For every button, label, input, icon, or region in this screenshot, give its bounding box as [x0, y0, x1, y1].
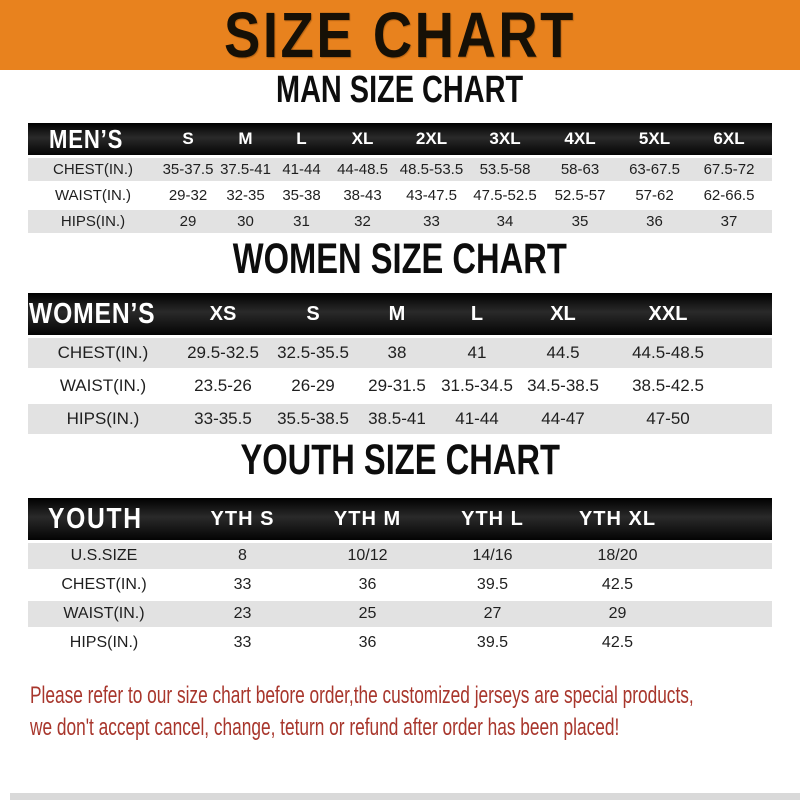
- spacer-cell: [767, 123, 772, 155]
- size-cell: 18/20: [597, 547, 638, 564]
- banner: [0, 0, 800, 70]
- size-cell: 35.5-38.5: [277, 409, 349, 428]
- size-cell: 37: [720, 213, 738, 230]
- size-cell: 62-66.5: [703, 187, 755, 204]
- size-cell: 44-48.5: [337, 161, 388, 178]
- women-header-row: [28, 293, 772, 335]
- size-cell: 26-29: [291, 376, 335, 395]
- youth-corner-cell: [28, 498, 180, 540]
- women-size-table: [28, 290, 772, 437]
- size-cell: 29: [608, 605, 627, 622]
- size-cell: 32.5-35.5: [277, 343, 349, 362]
- column-header: XL: [330, 123, 395, 155]
- size-cell: 27: [483, 605, 502, 622]
- women-section: [0, 236, 800, 437]
- note-line-1: [30, 681, 800, 710]
- size-cell: 38-43: [343, 187, 382, 204]
- men-size-table: [28, 120, 772, 236]
- size-cell: 38.5-42.5: [632, 376, 704, 395]
- bottom-strip: [10, 793, 800, 800]
- size-cell: 41-44: [282, 161, 321, 178]
- size-cell: 14/16: [472, 547, 513, 564]
- table-row: [28, 338, 772, 368]
- size-cell: 63-67.5: [629, 161, 680, 178]
- column-header: YTH M: [305, 498, 430, 540]
- column-header: L: [436, 293, 518, 335]
- size-cell: 29-31.5: [368, 376, 426, 395]
- women-corner-cell: [28, 293, 178, 335]
- size-cell: 39.5: [476, 634, 509, 651]
- row-label: CHEST(IN.): [61, 576, 147, 593]
- size-cell: 57-62: [635, 187, 674, 204]
- size-cell: 23.5-26: [194, 376, 252, 395]
- size-cell: 33: [233, 576, 252, 593]
- size-cell: 41-44: [455, 409, 499, 428]
- size-cell: 41: [467, 343, 487, 362]
- table-row: [28, 371, 772, 401]
- note-line-2-text: we don't accept cancel, change, teturn or refund after order has been placed!: [30, 714, 620, 741]
- column-header: 6XL: [691, 123, 767, 155]
- women-section-heading: [0, 236, 800, 282]
- size-cell: 42.5: [601, 576, 634, 593]
- size-cell: 30: [237, 213, 254, 230]
- table-row: [28, 404, 772, 434]
- size-cell: 35-38: [282, 187, 321, 204]
- size-cell: 8: [238, 547, 247, 564]
- size-cell: 36: [358, 634, 377, 651]
- youth-header-row: [28, 498, 772, 540]
- column-header: 4XL: [542, 123, 618, 155]
- spacer-cell: [767, 184, 772, 207]
- spacer-cell: [680, 601, 772, 627]
- size-cell: 39.5: [476, 576, 509, 593]
- size-cell: 31: [293, 213, 310, 230]
- row-label: WAIST(IN.): [59, 376, 147, 395]
- size-cell: 48.5-53.5: [399, 161, 464, 178]
- men-section-heading: [0, 70, 800, 110]
- column-header: XS: [178, 293, 268, 335]
- size-cell: 32-35: [226, 187, 265, 204]
- youth-section-heading: [0, 437, 800, 483]
- size-cell: 25: [358, 605, 377, 622]
- row-label: HIPS(IN.): [69, 634, 139, 651]
- column-header: 3XL: [468, 123, 542, 155]
- column-header: S: [268, 293, 358, 335]
- table-row: [28, 630, 772, 656]
- row-label: WAIST(IN.): [54, 187, 132, 204]
- men-header-row: [28, 123, 772, 155]
- size-cell: 44.5: [546, 343, 580, 362]
- size-cell: 23: [233, 605, 252, 622]
- column-header: YTH XL: [555, 498, 680, 540]
- table-row: [28, 184, 772, 207]
- order-note: [30, 681, 800, 742]
- size-cell: 33-35.5: [194, 409, 252, 428]
- column-header: S: [158, 123, 218, 155]
- size-cell: 38: [387, 343, 407, 362]
- size-cell: 35: [571, 213, 589, 230]
- spacer-cell: [767, 210, 772, 233]
- youth-corner-label: YOUTH: [48, 502, 144, 535]
- size-cell: 44-47: [541, 409, 585, 428]
- size-cell: 29.5-32.5: [187, 343, 259, 362]
- size-cell: 31.5-34.5: [441, 376, 513, 395]
- row-label: HIPS(IN.): [66, 409, 140, 428]
- column-header: M: [218, 123, 273, 155]
- women-corner-label: WOMEN’S: [28, 297, 156, 330]
- note-line-1-text: Please refer to our size chart before order,the customized jerseys are special products,: [30, 682, 694, 709]
- men-section: [0, 70, 800, 236]
- size-cell: 43-47.5: [406, 187, 457, 204]
- size-cell: 38.5-41: [368, 409, 426, 428]
- size-cell: 34.5-38.5: [527, 376, 599, 395]
- column-header: XXL: [608, 293, 728, 335]
- women-heading-text: WOMEN SIZE CHART: [232, 235, 568, 283]
- spacer-cell: [767, 158, 772, 181]
- row-label: HIPS(IN.): [60, 213, 126, 230]
- spacer-cell: [680, 572, 772, 598]
- column-header: YTH S: [180, 498, 305, 540]
- note-line-2: [30, 713, 800, 742]
- size-cell: 10/12: [347, 547, 388, 564]
- table-row: [28, 601, 772, 627]
- column-header: 2XL: [395, 123, 468, 155]
- size-cell: 36: [358, 576, 377, 593]
- size-cell: 29: [179, 213, 197, 230]
- youth-size-table: [28, 495, 772, 659]
- youth-section: [0, 437, 800, 659]
- column-header: L: [273, 123, 330, 155]
- column-header: M: [358, 293, 436, 335]
- size-cell: 29-32: [168, 187, 208, 204]
- size-cell: 67.5-72: [703, 161, 755, 178]
- spacer-cell: [728, 338, 772, 368]
- size-cell: 52.5-57: [554, 187, 606, 204]
- size-cell: 47.5-52.5: [473, 187, 537, 204]
- youth-heading-text: YOUTH SIZE CHART: [240, 436, 560, 484]
- size-cell: 36: [646, 213, 663, 230]
- size-cell: 37.5-41: [220, 161, 271, 178]
- row-label: CHEST(IN.): [57, 343, 149, 362]
- size-cell: 47-50: [646, 409, 690, 428]
- spacer-cell: [680, 630, 772, 656]
- column-header: YTH L: [430, 498, 555, 540]
- spacer-cell: [728, 404, 772, 434]
- size-cell: 53.5-58: [479, 161, 531, 178]
- size-cell: 33: [233, 634, 252, 651]
- spacer-cell: [680, 498, 772, 540]
- row-label: WAIST(IN.): [63, 605, 145, 622]
- spacer-cell: [728, 371, 772, 401]
- size-cell: 35-37.5: [162, 161, 214, 178]
- size-cell: 32: [354, 213, 371, 230]
- spacer-cell: [728, 293, 772, 335]
- size-cell: 34: [496, 213, 514, 230]
- column-header: XL: [518, 293, 608, 335]
- banner-title: SIZE CHART: [224, 0, 576, 71]
- table-row: [28, 543, 772, 569]
- row-label: U.S.SIZE: [70, 547, 138, 564]
- row-label: CHEST(IN.): [53, 161, 133, 178]
- men-corner-cell: [28, 123, 158, 155]
- size-cell: 58-63: [560, 161, 600, 178]
- size-cell: 33: [423, 213, 440, 230]
- table-row: [28, 572, 772, 598]
- men-heading-text: MAN SIZE CHART: [276, 69, 524, 111]
- size-cell: 42.5: [601, 634, 634, 651]
- table-row: [28, 158, 772, 181]
- men-corner-label: MEN’S: [49, 123, 124, 154]
- column-header: 5XL: [618, 123, 691, 155]
- table-row: [28, 210, 772, 233]
- size-cell: 44.5-48.5: [632, 343, 704, 362]
- spacer-cell: [680, 543, 772, 569]
